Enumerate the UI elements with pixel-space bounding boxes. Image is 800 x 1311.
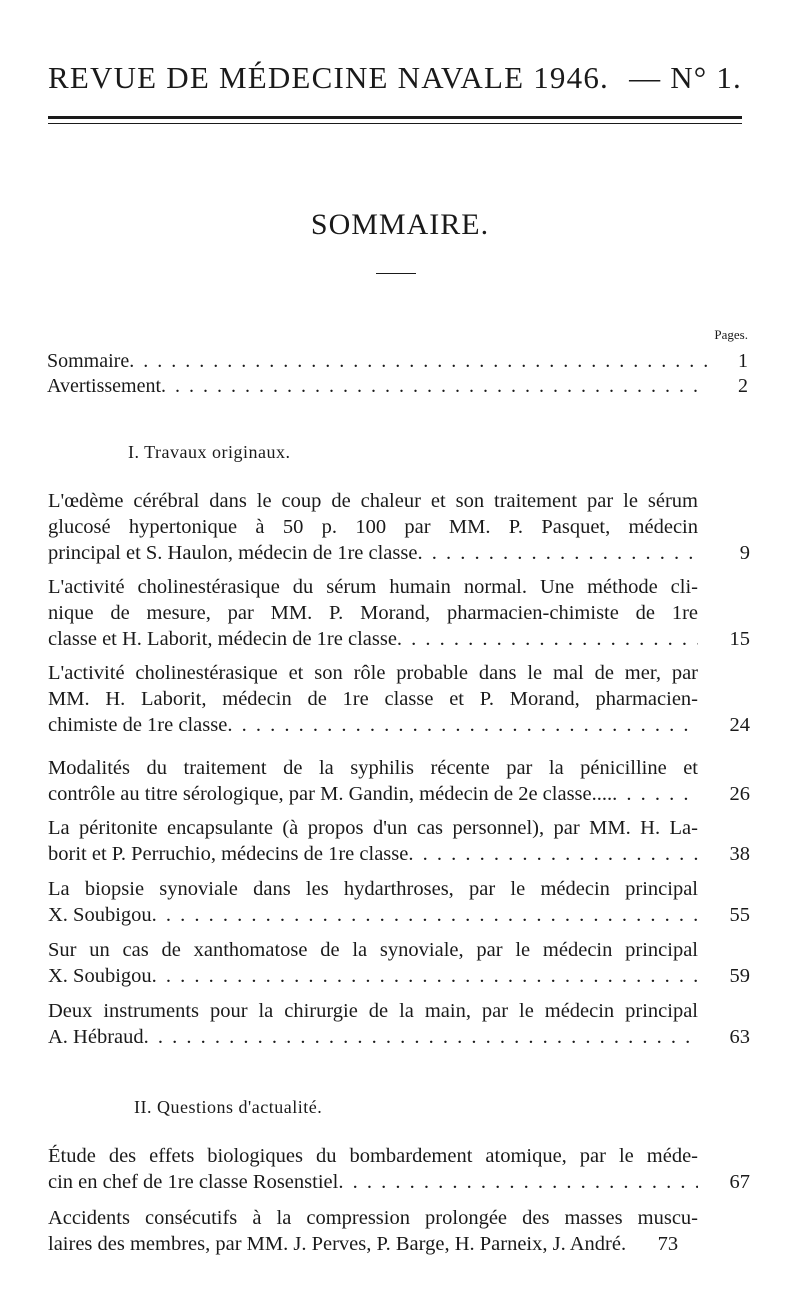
dot-leader	[227, 712, 698, 738]
entry-line: nique de mesure, par MM. P. Morand, pharmacien-chimiste de 1re	[48, 602, 698, 624]
entry-line: L'activité cholinestérasique du sérum humain normal. Une méthode cli-	[48, 576, 698, 598]
entry-last-line	[48, 781, 750, 807]
entry-page: 9	[739, 542, 750, 564]
entry-page: 73	[657, 1233, 679, 1255]
toc-entry	[48, 815, 750, 867]
entry-line: laires des membres, par MM. J. Perves, P. Barge, H. Parneix, J. André.	[48, 1233, 627, 1255]
toc-entry	[48, 574, 750, 652]
entry-page: 67	[729, 1171, 750, 1193]
toc-page: 1	[738, 350, 748, 372]
toc-entry	[48, 876, 750, 928]
entry-page: 63	[729, 1026, 750, 1048]
toc-entry	[48, 660, 750, 738]
dot-leader	[417, 540, 698, 566]
section-heading-1: I. Travaux originaux.	[128, 442, 291, 462]
entry-line: glucosé hypertonique à 50 p. 100 par MM. P. Pasquet, médecin	[48, 516, 698, 538]
dot-leader	[397, 626, 698, 652]
dot-leader	[612, 781, 698, 807]
entry-last-line	[48, 1024, 750, 1050]
toc-entry	[48, 1205, 750, 1257]
entry-line: X. Soubigou	[48, 904, 152, 926]
dot-leader	[152, 902, 698, 928]
toc-entry	[48, 1143, 750, 1195]
entry-line: L'œdème cérébral dans le coup de chaleur et son traitement par le sérum	[48, 490, 698, 512]
entry-line: X. Soubigou	[48, 965, 152, 987]
toc-entry	[48, 755, 750, 807]
entry-line: Modalités du traitement de la syphilis récente par la pénicilline et	[48, 757, 698, 779]
entry-line: chimiste de 1re classe	[48, 714, 228, 736]
toc-page: 2	[738, 375, 748, 397]
page-title: SOMMAIRE.	[310, 208, 490, 241]
toc-item-avertissement	[47, 375, 748, 398]
toc-entry	[48, 937, 750, 989]
entry-line: La péritonite encapsulante (à propos d'un cas personnel), par MM. H. La-	[48, 817, 698, 839]
dot-leader	[161, 375, 708, 398]
issue-number: — N° 1.	[629, 60, 742, 95]
entry-last-line	[48, 540, 750, 566]
entry-last-line	[48, 1169, 750, 1195]
entry-line: contrôle au titre sérologique, par M. Gandin, médecin de 2e classe....	[48, 783, 613, 805]
entry-line: Accidents consécutifs à la compression prolongée des masses muscu-	[48, 1207, 698, 1229]
entry-line: La biopsie synoviale dans les hydarthroses, par le médecin principal	[48, 878, 698, 900]
dot-leader	[129, 350, 708, 373]
entry-page: 15	[729, 628, 750, 650]
header-rule-thick	[48, 116, 742, 119]
entry-line: Étude des effets biologiques du bombardement atomique, par le méde-	[48, 1145, 698, 1167]
running-head	[48, 60, 742, 96]
entry-line: Deux instruments pour la chirurgie de la main, par le médecin principal	[48, 1000, 698, 1022]
journal-title: REVUE DE MÉDECINE NAVALE 1946.	[48, 60, 609, 95]
dot-leader	[152, 963, 698, 989]
entry-line: Sur un cas de xanthomatose de la synoviale, par le médecin principal	[48, 939, 698, 961]
dot-leader	[408, 841, 698, 867]
entry-last-line	[48, 712, 750, 738]
pages-column-label: Pages.	[714, 327, 748, 342]
dot-leader	[338, 1169, 698, 1195]
section-heading-2: II. Questions d'actualité.	[134, 1097, 323, 1117]
entry-last-line	[48, 841, 750, 867]
entry-line: A. Hébraud	[48, 1026, 144, 1048]
entry-page: 55	[729, 904, 750, 926]
entry-page: 24	[729, 714, 750, 736]
entry-last-line	[48, 902, 750, 928]
toc-entry	[48, 998, 750, 1050]
entry-page: 38	[729, 843, 750, 865]
entry-line: borit et P. Perruchio, médecins de 1re classe	[48, 843, 409, 865]
toc-item-sommaire	[47, 350, 748, 373]
toc-label: Avertissement	[47, 375, 162, 397]
entry-page: 26	[729, 783, 750, 805]
toc-entry	[48, 488, 750, 566]
dot-leader	[144, 1024, 698, 1050]
entry-last-line	[48, 626, 750, 652]
entry-line: principal et S. Haulon, médecin de 1re classe	[48, 542, 418, 564]
header-rule-thin	[48, 123, 742, 124]
toc-label: Sommaire	[47, 350, 130, 372]
entry-line: L'activité cholinestérasique et son rôle probable dans le mal de mer, par	[48, 662, 698, 684]
entry-page: 59	[729, 965, 750, 987]
entry-line: cin en chef de 1re classe Rosenstiel	[48, 1171, 339, 1193]
entry-line: classe et H. Laborit, médecin de 1re classe	[48, 628, 397, 650]
entry-last-line	[48, 1231, 750, 1257]
title-rule	[376, 273, 416, 274]
entry-line: MM. H. Laborit, médecin de 1re classe et P. Morand, pharmacien-	[48, 688, 698, 710]
entry-last-line	[48, 963, 750, 989]
